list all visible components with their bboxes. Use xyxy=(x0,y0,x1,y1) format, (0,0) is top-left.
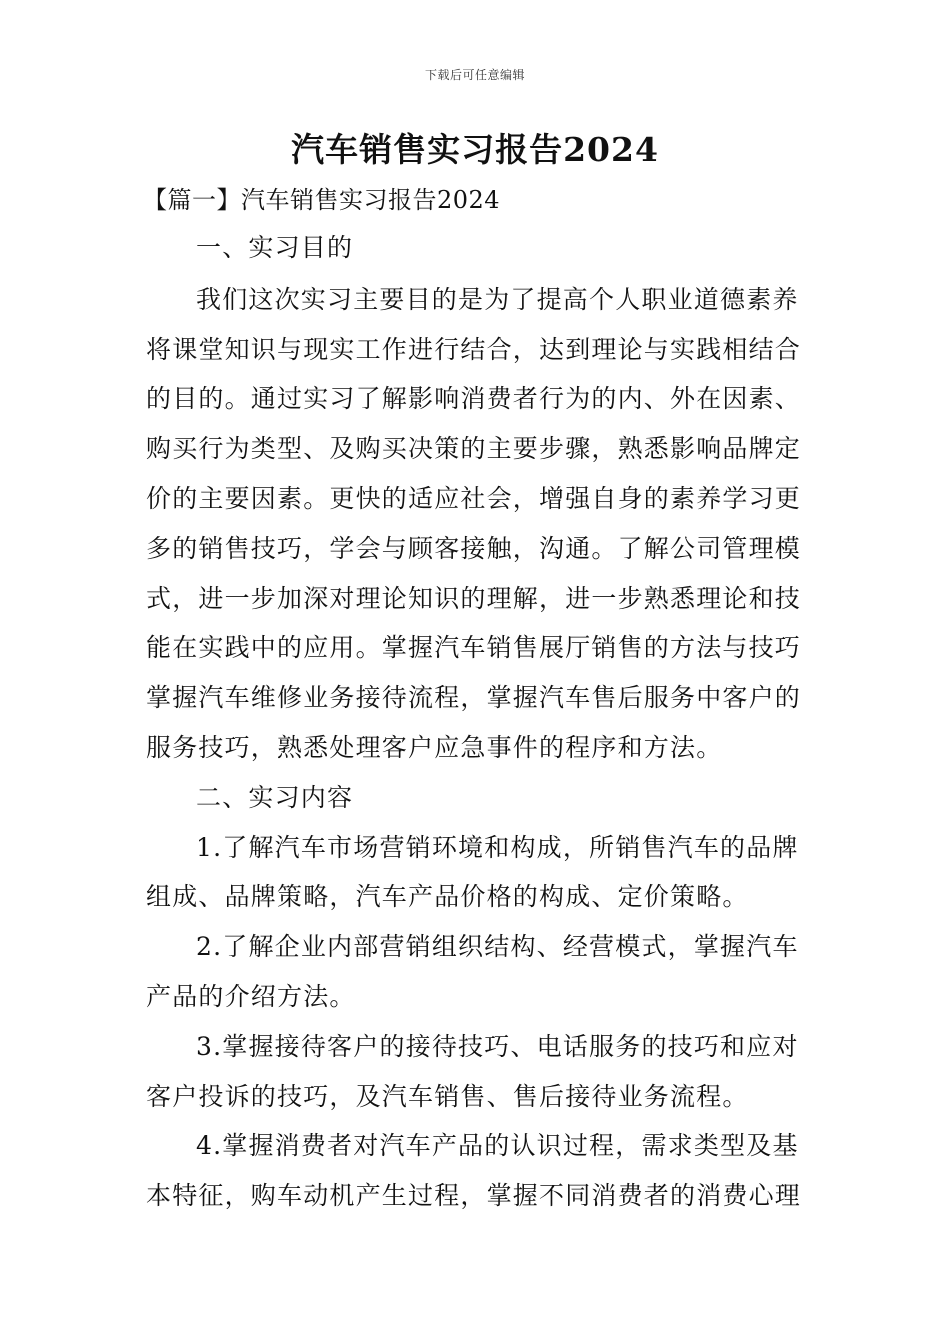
paragraph-line: 购买行为类型、及购买决策的主要步骤，熟悉影响品牌定 xyxy=(146,434,802,463)
paragraph-line: 将课堂知识与现实工作进行结合，达到理论与实践相结合 xyxy=(146,335,802,364)
list-item-line: 1.了解汽车市场营销环境和构成，所销售汽车的品牌 xyxy=(196,833,799,862)
paragraph-line: 的目的。通过实习了解影响消费者行为的内、外在因素、 xyxy=(146,384,802,413)
paragraph-line: 式，进一步加深对理论知识的理解，进一步熟悉理论和技 xyxy=(146,584,802,613)
list-item-line: 2.了解企业内部营销组织结构、经营模式，掌握汽车 xyxy=(196,932,799,961)
list-item-line: 产品的介绍方法。 xyxy=(146,982,356,1011)
list-item-line: 3.掌握接待客户的接待技巧、电话服务的技巧和应对 xyxy=(196,1032,799,1061)
heading-purpose: 一、实习目的 xyxy=(196,233,354,262)
heading-content: 二、实习内容 xyxy=(196,783,354,812)
document-title: 汽车销售实习报告2024 xyxy=(291,130,659,169)
list-item-line: 组成、品牌策略，汽车产品价格的构成、定价策略。 xyxy=(146,882,749,911)
list-item-line: 4.掌握消费者对汽车产品的认识过程，需求类型及基 xyxy=(196,1131,799,1160)
list-item-line: 本特征，购车动机产生过程，掌握不同消费者的消费心理 xyxy=(146,1181,802,1210)
list-item-line: 客户投诉的技巧，及汽车销售、售后接待业务流程。 xyxy=(146,1082,749,1111)
paragraph-line: 掌握汽车维修业务接待流程，掌握汽车售后服务中客户的 xyxy=(146,683,802,712)
paragraph-line: 我们这次实习主要目的是为了提高个人职业道德素养 xyxy=(196,285,799,314)
paragraph-line: 能在实践中的应用。掌握汽车销售展厅销售的方法与技巧 xyxy=(146,633,802,662)
section-label: 【篇一】汽车销售实习报告2024 xyxy=(143,186,501,214)
paragraph-line: 服务技巧，熟悉处理客户应急事件的程序和方法。 xyxy=(146,733,723,762)
header-note: 下载后可任意编辑 xyxy=(424,68,525,82)
paragraph-line: 价的主要因素。更快的适应社会，增强自身的素养学习更 xyxy=(146,484,802,513)
paragraph-line: 多的销售技巧，学会与顾客接触，沟通。了解公司管理模 xyxy=(146,534,802,563)
